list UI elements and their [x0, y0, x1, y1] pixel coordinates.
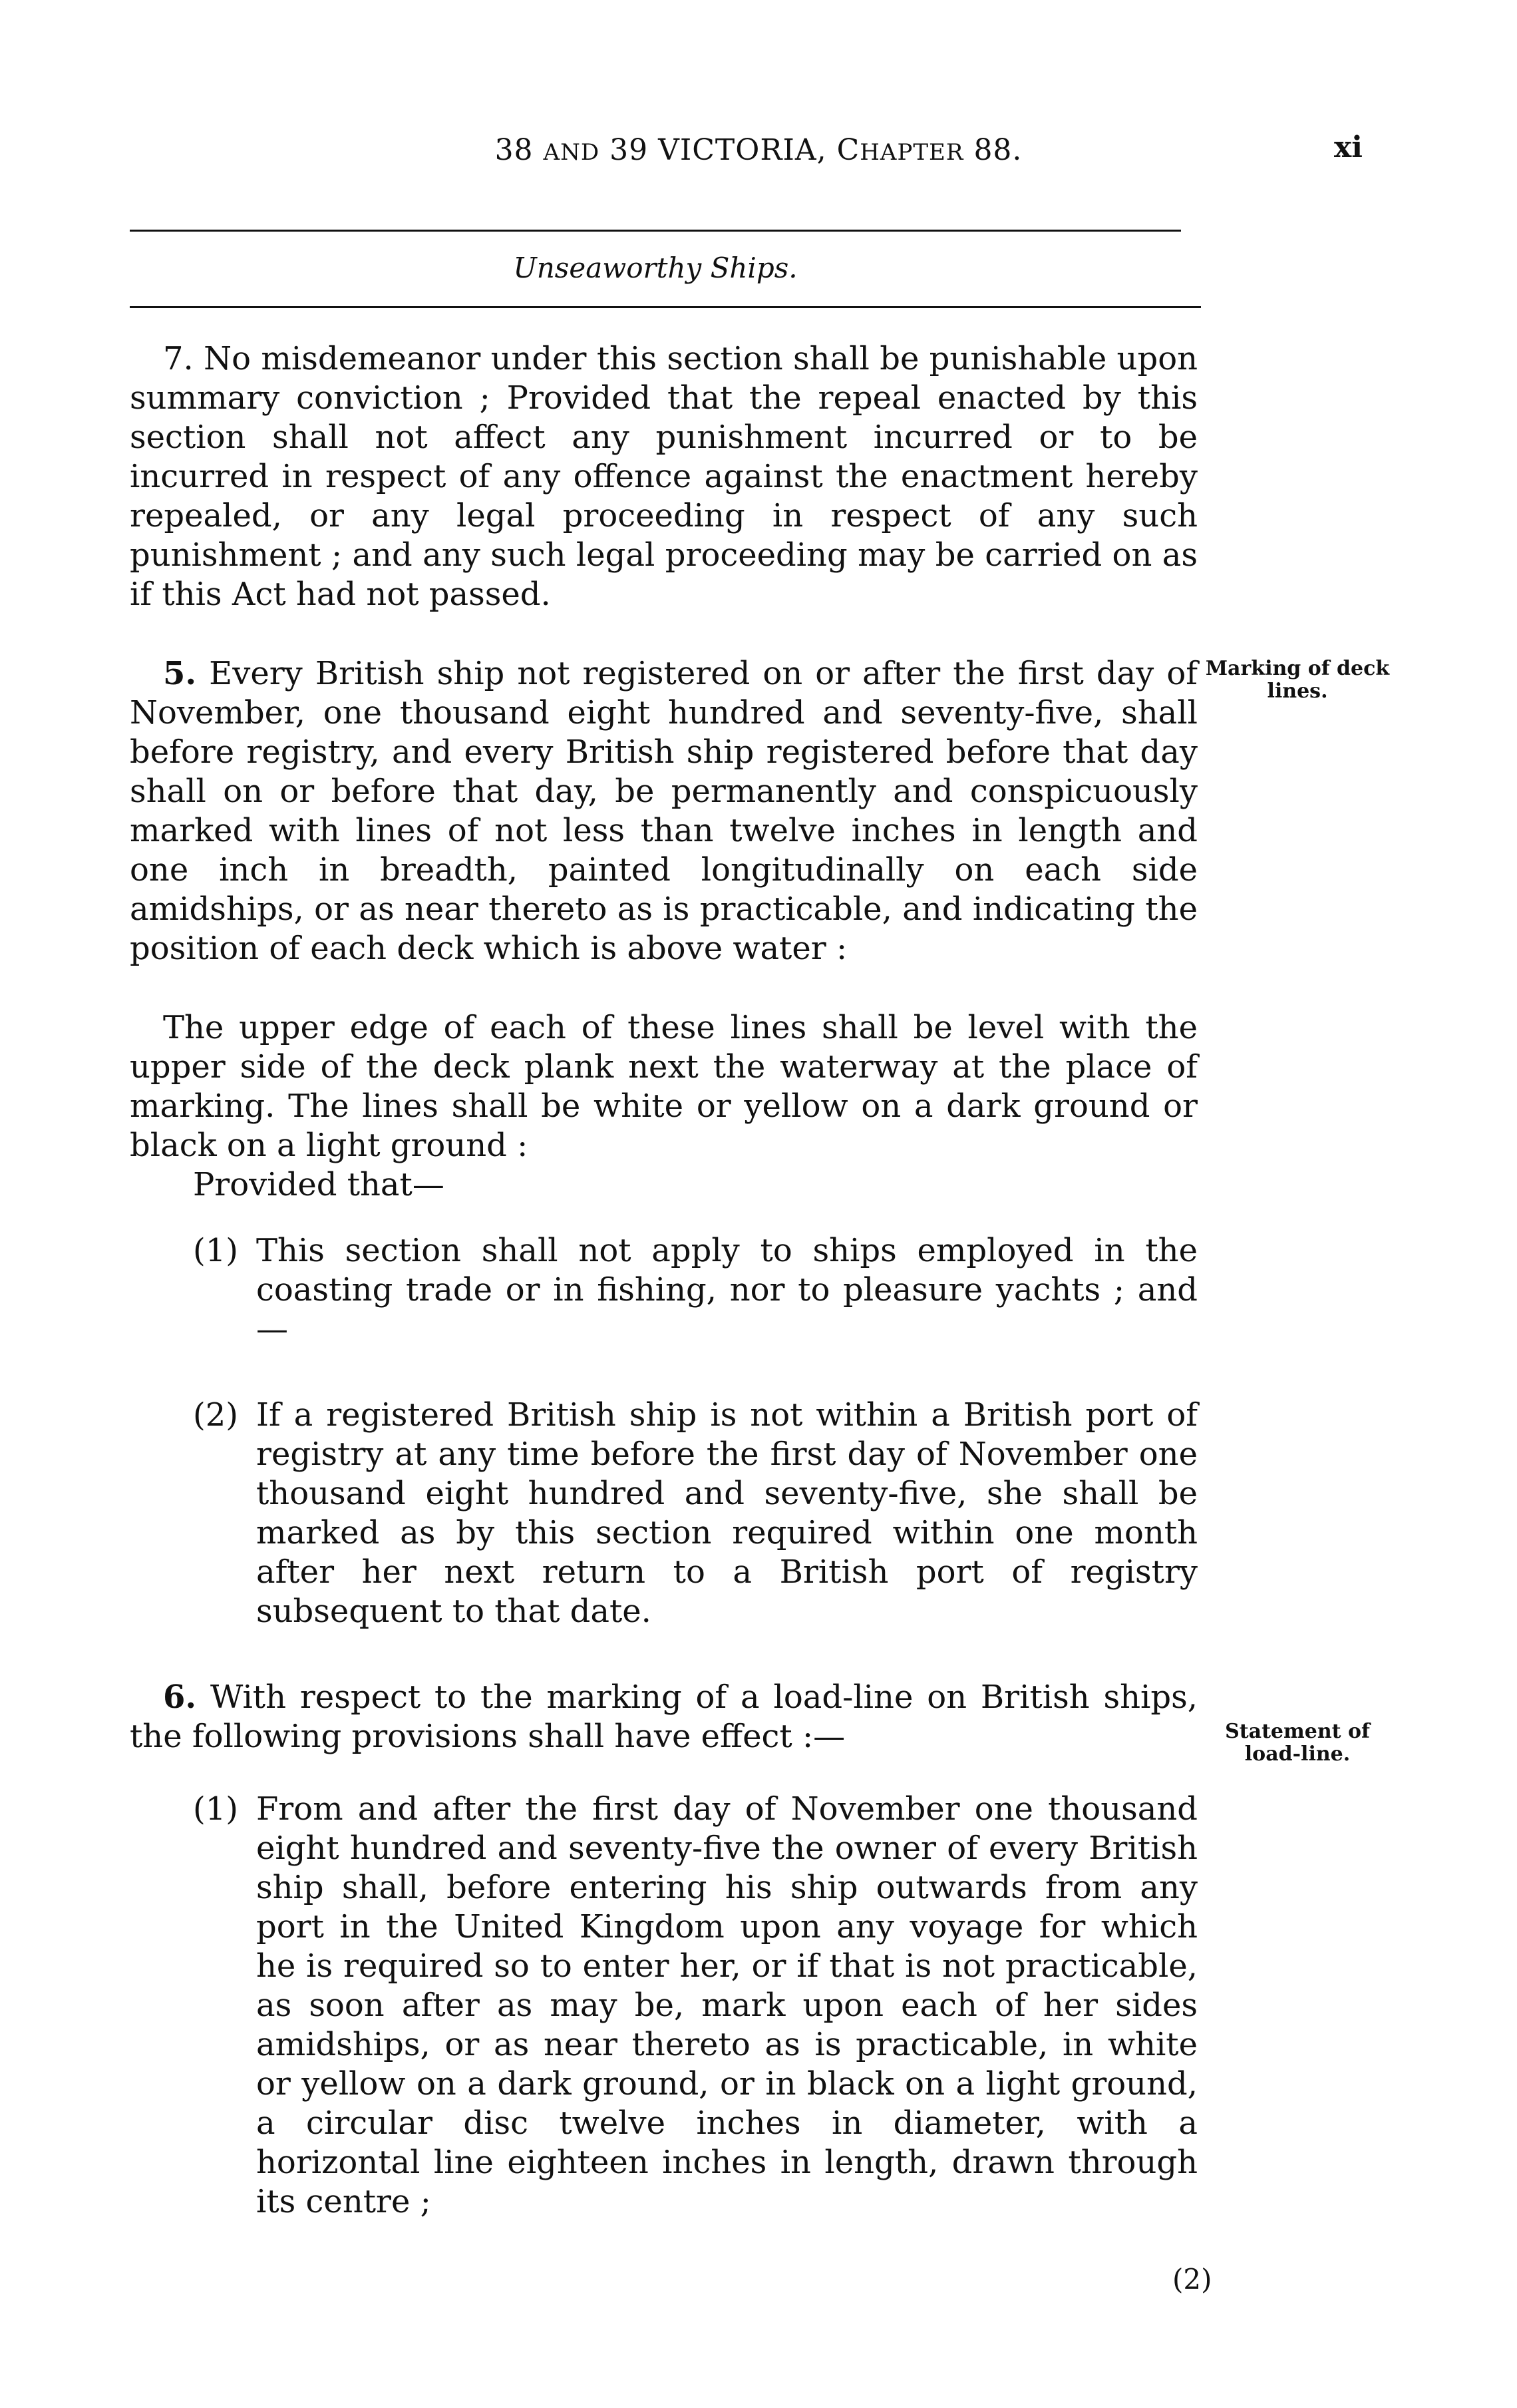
subtitle: Unseaworthy Ships.: [513, 252, 798, 284]
margin-note-deck-lines: Marking of deck lines.: [1205, 657, 1390, 703]
item-number: (1): [193, 1232, 238, 1269]
list-item: [193, 1790, 1198, 2222]
running-head: [0, 133, 1517, 167]
list-item: [193, 1396, 1198, 1631]
section-5-paragraph-2: The upper edge of each of these lines shall be level with the upper side of the deck plank next the waterway at the place of marking. The lines shall be white or yellow on a dark ground or black on a light ground :: [130, 1009, 1198, 1164]
section-6-number: 6.: [163, 1679, 197, 1716]
paragraph-7: 7. No misdemeanor under this section shall be punishable upon summary conviction ; Provided that the repeal enacted by this section shall not affect any punishment incurred or to be incurred in respect of any offence against the enactment hereby repealed, or any legal proceeding in respect of any such punishment ; and any such legal proceeding may be carried on as if this Act had not passed.: [130, 340, 1198, 613]
title-suffix: 88.: [963, 133, 1023, 167]
item-number: (2): [193, 1396, 238, 1434]
section-6-paragraph: [130, 1678, 1198, 1756]
list-item: [193, 1231, 1198, 1349]
page-number: xi: [1334, 130, 1363, 164]
margin-note-load-line: Statement of load-line.: [1225, 1720, 1370, 1766]
item-text: This section shall not apply to ships employed in the coasting trade or in fishing, nor to pleasure yachts ; and—: [256, 1232, 1198, 1348]
item-number: (1): [193, 1790, 238, 1828]
title-and: AND: [543, 139, 600, 166]
body-text: [130, 339, 1198, 2222]
signature-mark: (2): [1172, 2263, 1212, 2296]
section-5-text: Every British ship not registered on or after the first day of November, one thousand eight hundred and seventy-five, shall before registry, and every British ship registered before that day shall on or before that day, be permanently and conspicuously marked with lines of not less than twelve inches in length and one inch in breadth, painted longitudinally on each side amidships, or as near thereto as is practicable, and indicating the position of each deck which is above water :: [130, 655, 1198, 967]
provided-that: Provided that—: [193, 1166, 444, 1203]
title-mid: 39 VICTORIA, C: [599, 133, 860, 167]
header-rule-top: [130, 230, 1181, 232]
header-rule-bottom: [130, 306, 1201, 308]
section-6-text: With respect to the marking of a load-line on British ships, the following provisions shall have effect :—: [130, 1679, 1198, 1755]
section-5-number: 5.: [163, 655, 197, 692]
title-chapter: HAPTER: [860, 139, 964, 166]
item-text: From and after the first day of November one thousand eight hundred and seventy-five the owner of every British ship shall, before entering his ship outwards from any port in the United Kingdom upon any voyage for which he is required so to enter her, or if that is not practicable, as soon after as may be, mark upon each of her sides amidships, or as near thereto as is practicable, in white or yellow on a dark ground, or in black on a light ground, a circular disc twelve inches in diameter, with a horizontal line eighteen inches in length, drawn through its centre ;: [256, 1790, 1198, 2220]
section-5-paragraph: [130, 654, 1198, 968]
title-prefix: 38: [494, 133, 544, 167]
item-text: If a registered British ship is not within a British port of registry at any time before the first day of November one thousand eight hundred and seventy-five, she shall be marked as by this section required within one month after her next return to a British port of registry subsequent to that date.: [256, 1396, 1198, 1630]
